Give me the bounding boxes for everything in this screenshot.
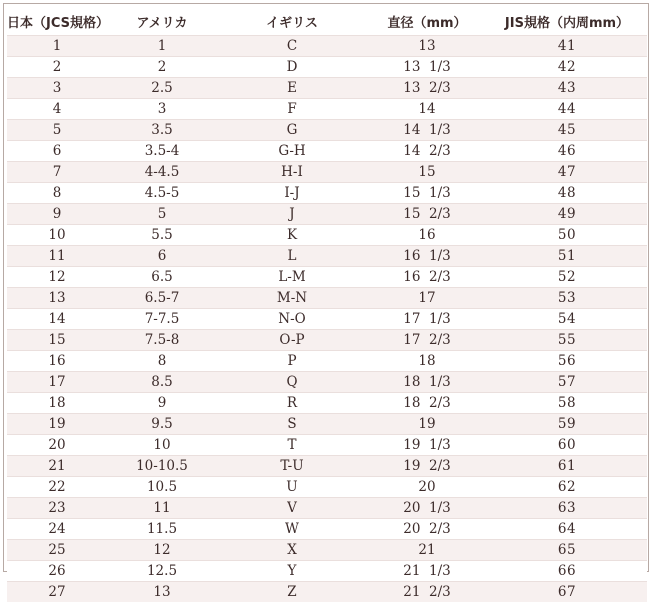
cell-diameter: 20 xyxy=(367,477,487,498)
table-row xyxy=(7,540,647,561)
cell-diameter: 19 xyxy=(367,414,487,435)
cell-usa: 2.5 xyxy=(107,78,217,99)
cell-japan: 15 xyxy=(7,330,107,351)
cell-japan: 26 xyxy=(7,561,107,582)
cell-uk: D xyxy=(217,57,367,78)
cell-usa: 9 xyxy=(107,393,217,414)
cell-jis: 59 xyxy=(487,414,647,435)
cell-japan: 19 xyxy=(7,414,107,435)
cell-jis: 50 xyxy=(487,225,647,246)
cell-diameter: 18 2/3 xyxy=(367,393,487,414)
cell-diameter: 13 1/3 xyxy=(367,57,487,78)
cell-usa: 4-4.5 xyxy=(107,162,217,183)
cell-japan: 21 xyxy=(7,456,107,477)
cell-diameter: 18 xyxy=(367,351,487,372)
cell-uk: M-N xyxy=(217,288,367,309)
cell-japan: 9 xyxy=(7,204,107,225)
header-row xyxy=(7,7,647,36)
cell-japan: 10 xyxy=(7,225,107,246)
table-row xyxy=(7,246,647,267)
cell-usa: 10.5 xyxy=(107,477,217,498)
cell-diameter: 14 1/3 xyxy=(367,120,487,141)
cell-uk: G xyxy=(217,120,367,141)
cell-japan: 8 xyxy=(7,183,107,204)
cell-japan: 4 xyxy=(7,99,107,120)
cell-diameter: 14 2/3 xyxy=(367,141,487,162)
cell-uk: H-I xyxy=(217,162,367,183)
cell-diameter: 14 xyxy=(367,99,487,120)
cell-japan: 1 xyxy=(7,36,107,57)
cell-usa: 11.5 xyxy=(107,519,217,540)
cell-jis: 66 xyxy=(487,561,647,582)
cell-diameter: 15 xyxy=(367,162,487,183)
cell-japan: 3 xyxy=(7,78,107,99)
table-row xyxy=(7,561,647,582)
table-row xyxy=(7,393,647,414)
cell-jis: 61 xyxy=(487,456,647,477)
cell-usa: 7.5-8 xyxy=(107,330,217,351)
header-usa: アメリカ xyxy=(107,7,217,36)
cell-jis: 43 xyxy=(487,78,647,99)
cell-diameter: 17 xyxy=(367,288,487,309)
cell-diameter: 19 2/3 xyxy=(367,456,487,477)
cell-jis: 52 xyxy=(487,267,647,288)
cell-uk: R xyxy=(217,393,367,414)
cell-diameter: 19 1/3 xyxy=(367,435,487,456)
cell-japan: 18 xyxy=(7,393,107,414)
cell-japan: 16 xyxy=(7,351,107,372)
table-row xyxy=(7,456,647,477)
cell-uk: L xyxy=(217,246,367,267)
cell-uk: P xyxy=(217,351,367,372)
table-body xyxy=(7,36,647,602)
table-row xyxy=(7,414,647,435)
cell-uk: F xyxy=(217,99,367,120)
table-row xyxy=(7,582,647,602)
cell-japan: 22 xyxy=(7,477,107,498)
header-jis: JIS規格（内周mm） xyxy=(487,7,647,36)
cell-uk: Y xyxy=(217,561,367,582)
cell-usa: 7-7.5 xyxy=(107,309,217,330)
cell-usa: 10 xyxy=(107,435,217,456)
table-row xyxy=(7,498,647,519)
cell-uk: L-M xyxy=(217,267,367,288)
table-row xyxy=(7,267,647,288)
table-row xyxy=(7,57,647,78)
cell-japan: 11 xyxy=(7,246,107,267)
cell-diameter: 21 1/3 xyxy=(367,561,487,582)
cell-japan: 25 xyxy=(7,540,107,561)
cell-diameter: 18 1/3 xyxy=(367,372,487,393)
table-row xyxy=(7,477,647,498)
cell-jis: 60 xyxy=(487,435,647,456)
table-row xyxy=(7,330,647,351)
cell-jis: 47 xyxy=(487,162,647,183)
cell-jis: 56 xyxy=(487,351,647,372)
cell-jis: 44 xyxy=(487,99,647,120)
cell-japan: 2 xyxy=(7,57,107,78)
cell-usa: 2 xyxy=(107,57,217,78)
cell-uk: C xyxy=(217,36,367,57)
cell-uk: S xyxy=(217,414,367,435)
cell-japan: 27 xyxy=(7,582,107,602)
cell-usa: 11 xyxy=(107,498,217,519)
cell-uk: V xyxy=(217,498,367,519)
cell-diameter: 16 1/3 xyxy=(367,246,487,267)
cell-uk: G-H xyxy=(217,141,367,162)
table-row xyxy=(7,204,647,225)
cell-jis: 58 xyxy=(487,393,647,414)
cell-japan: 7 xyxy=(7,162,107,183)
cell-usa: 6 xyxy=(107,246,217,267)
cell-usa: 5.5 xyxy=(107,225,217,246)
cell-uk: O-P xyxy=(217,330,367,351)
cell-diameter: 15 1/3 xyxy=(367,183,487,204)
cell-usa: 6.5 xyxy=(107,267,217,288)
table-frame xyxy=(3,3,649,572)
table-row xyxy=(7,141,647,162)
cell-jis: 45 xyxy=(487,120,647,141)
cell-diameter: 13 xyxy=(367,36,487,57)
cell-japan: 14 xyxy=(7,309,107,330)
cell-japan: 17 xyxy=(7,372,107,393)
cell-usa: 6.5-7 xyxy=(107,288,217,309)
cell-diameter: 16 2/3 xyxy=(367,267,487,288)
cell-usa: 9.5 xyxy=(107,414,217,435)
cell-uk: I-J xyxy=(217,183,367,204)
table-row xyxy=(7,162,647,183)
table-row xyxy=(7,120,647,141)
cell-japan: 13 xyxy=(7,288,107,309)
cell-diameter: 16 xyxy=(367,225,487,246)
cell-usa: 8.5 xyxy=(107,372,217,393)
cell-japan: 6 xyxy=(7,141,107,162)
cell-uk: N-O xyxy=(217,309,367,330)
header-diameter: 直径（mm） xyxy=(367,7,487,36)
table-row xyxy=(7,519,647,540)
table-row xyxy=(7,183,647,204)
cell-uk: T-U xyxy=(217,456,367,477)
cell-usa: 5 xyxy=(107,204,217,225)
cell-usa: 10-10.5 xyxy=(107,456,217,477)
cell-jis: 63 xyxy=(487,498,647,519)
table-row xyxy=(7,435,647,456)
cell-usa: 12.5 xyxy=(107,561,217,582)
cell-jis: 62 xyxy=(487,477,647,498)
table-row xyxy=(7,36,647,57)
cell-uk: J xyxy=(217,204,367,225)
cell-japan: 20 xyxy=(7,435,107,456)
ring-size-table xyxy=(7,7,647,602)
cell-usa: 4.5-5 xyxy=(107,183,217,204)
cell-uk: Q xyxy=(217,372,367,393)
cell-uk: U xyxy=(217,477,367,498)
cell-uk: W xyxy=(217,519,367,540)
table-row xyxy=(7,225,647,246)
cell-usa: 12 xyxy=(107,540,217,561)
cell-jis: 65 xyxy=(487,540,647,561)
table-row xyxy=(7,372,647,393)
cell-uk: T xyxy=(217,435,367,456)
table-row xyxy=(7,99,647,120)
cell-jis: 46 xyxy=(487,141,647,162)
cell-usa: 3.5 xyxy=(107,120,217,141)
cell-diameter: 17 2/3 xyxy=(367,330,487,351)
cell-diameter: 20 2/3 xyxy=(367,519,487,540)
table-row xyxy=(7,351,647,372)
cell-jis: 53 xyxy=(487,288,647,309)
cell-usa: 13 xyxy=(107,582,217,602)
table-row xyxy=(7,309,647,330)
cell-jis: 48 xyxy=(487,183,647,204)
cell-uk: E xyxy=(217,78,367,99)
cell-jis: 49 xyxy=(487,204,647,225)
cell-japan: 23 xyxy=(7,498,107,519)
cell-diameter: 17 1/3 xyxy=(367,309,487,330)
cell-jis: 54 xyxy=(487,309,647,330)
header-japan: 日本（JCS規格） xyxy=(7,7,107,36)
cell-usa: 3.5-4 xyxy=(107,141,217,162)
cell-jis: 64 xyxy=(487,519,647,540)
header-uk: イギリス xyxy=(217,7,367,36)
cell-jis: 57 xyxy=(487,372,647,393)
cell-diameter: 13 2/3 xyxy=(367,78,487,99)
table-row xyxy=(7,288,647,309)
table-row xyxy=(7,78,647,99)
cell-uk: K xyxy=(217,225,367,246)
cell-diameter: 21 2/3 xyxy=(367,582,487,602)
cell-usa: 8 xyxy=(107,351,217,372)
cell-usa: 1 xyxy=(107,36,217,57)
cell-jis: 41 xyxy=(487,36,647,57)
cell-jis: 42 xyxy=(487,57,647,78)
cell-diameter: 15 2/3 xyxy=(367,204,487,225)
cell-japan: 5 xyxy=(7,120,107,141)
cell-jis: 51 xyxy=(487,246,647,267)
cell-diameter: 21 xyxy=(367,540,487,561)
cell-diameter: 20 1/3 xyxy=(367,498,487,519)
cell-japan: 24 xyxy=(7,519,107,540)
cell-uk: Z xyxy=(217,582,367,602)
cell-japan: 12 xyxy=(7,267,107,288)
cell-jis: 67 xyxy=(487,582,647,602)
cell-uk: X xyxy=(217,540,367,561)
cell-usa: 3 xyxy=(107,99,217,120)
cell-jis: 55 xyxy=(487,330,647,351)
